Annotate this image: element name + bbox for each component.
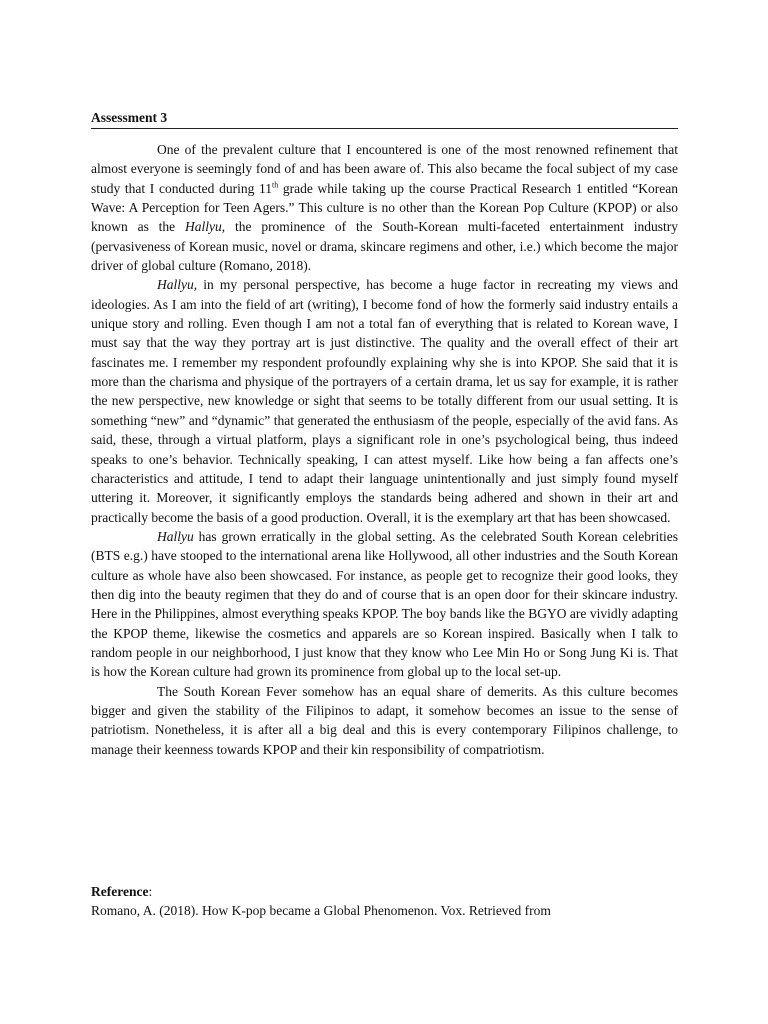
assessment-heading: Assessment 3 bbox=[91, 108, 678, 129]
paragraph-4 bbox=[91, 682, 678, 759]
paragraph-3-segment-1: Hallyu bbox=[157, 528, 194, 544]
reference-citation: Romano, A. (2018). How K-pop became a Global Phenomenon. Vox. Retrieved from bbox=[91, 903, 551, 919]
paragraph-1 bbox=[91, 140, 678, 275]
paragraph-1-segment-5: , the prominence of the South-Korean multi-faceted entertainment industry (pervasiveness of Korean music, novel or drama, skincare regimens and other, i.e.) which become the major driver of global culture (Romano, 2018). bbox=[91, 219, 678, 274]
paragraph-1-segment-3: grade while taking up the course Practical Research 1 entitled “Korean Wave: A Perception for Teen Agers.” This culture is no other than the Korean Pop Culture (KPOP) or also known as the bbox=[91, 180, 678, 235]
document-page bbox=[91, 108, 678, 759]
paragraph-1-segment-4: Hallyu bbox=[185, 219, 222, 235]
reference-section bbox=[91, 882, 678, 921]
paragraph-2 bbox=[91, 275, 678, 526]
paragraph-1-segment-1: One of the prevalent culture that I encountered is one of the most renowned refinement that almost everyone is seemingly fond of and has been aware of. This also became the focal subject of my case study that I conducted during 11 bbox=[91, 142, 678, 196]
essay-body bbox=[91, 140, 678, 759]
reference-heading-line bbox=[91, 882, 678, 901]
paragraph-4-segment-1: The South Korean Fever somehow has an equal share of demerits. As this culture becomes bigger and given the stability of the Filipinos to adapt, it somehow becomes an issue to the sense of patriotism. Nonetheless, it is after all a big deal and this is every contemporary Filipinos challenge, to manage their keenness towards KPOP and their kin responsibility of compatriotism. bbox=[91, 683, 678, 757]
paragraph-2-segment-2: in my personal perspective, has become a huge factor in recreating my views and ideologies. As I am into the field of art (writing), I become fond of how the formerly said industry entails a unique story and rolling. Even though I am not a total fan of everything that is related to Korean wave, I must say that the way they portray art is just distinctive. The quality and the overall effect of their art fascinates me. I remember my respondent profoundly explaining why she is into KPOP. She said that it is more than the charisma and physique of the portrayers of a certain drama, let us say for example, it is rather the new perspective, new knowledge or sight that seems to be totally different from our usual setting. It is something “new” and “dynamic” that generated the enthusiasm of the people, especially of the avid fans. As said, these, through a virtual platform, plays a significant role in one’s psychological being, thus indeed speaks to one’s behavior. Technically speaking, I can attest myself. Like how being a fan affects one’s characteristics and attitude, I tend to adapt their language unintentionally and just simply found myself uttering it. Moreover, it significantly employs the standards being adhered and shown in their art and practically become the basis of a good production. Overall, it is the exemplary art that has been showcased. bbox=[91, 277, 678, 525]
paragraph-2-segment-1: Hallyu, bbox=[157, 277, 198, 293]
reference-label: Reference bbox=[91, 884, 149, 899]
paragraph-3-segment-2: has grown erratically in the global setting. As the celebrated South Korean celebrities (BTS e.g.) have stooped to the international arena like Hollywood, all other industries and the South Korean culture as whole have also been showcased. For instance, as people get to recognize their good looks, they then dig into the beauty regimen that they do and of course that is an open door for their skincare industry. Here in the Philippines, almost everything speaks KPOP. The boy bands like the BGYO are vividly adapting the KPOP theme, likewise the cosmetics and apparels are so Korean inspired. Basically when I talk to random people in our neighborhood, I just know that they know who Lee Min Ho or Song Jung Ki is. That is how the Korean culture had grown its prominence from global up to the local set-up. bbox=[91, 528, 678, 680]
reference-colon: : bbox=[148, 884, 153, 899]
paragraph-3 bbox=[91, 527, 678, 682]
paragraph-1-segment-2: th bbox=[271, 180, 279, 190]
